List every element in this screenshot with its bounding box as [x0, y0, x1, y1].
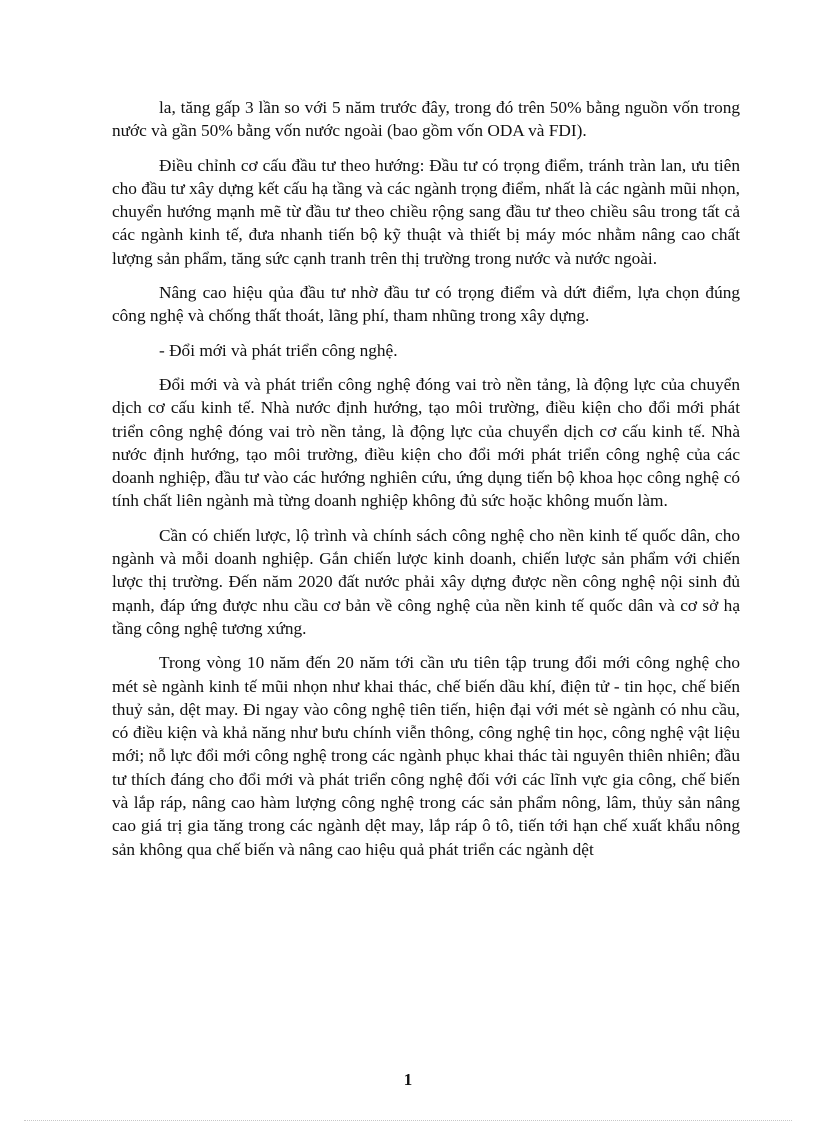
paragraph-2: Điều chỉnh cơ cấu đầu tư theo hướng: Đầu tư có trọng điểm, tránh tràn lan, ưu tiên cho đầu tư xây dựng kết cấu hạ tầng và các ngành trọng điểm, nhất là các ngành mũi nhọn, chuyển hướng mạnh mẽ từ đầu tư theo chiều rộng sang đầu tư theo chiều sâu trong tất cả các ngành kinh tế, đưa nhanh tiến bộ kỹ thuật và thiết bị máy móc nhằm nâng cao chất lượng sản phẩm, tăng sức cạnh tranh trên thị trường trong nước và nước ngoài.	[112, 155, 740, 268]
paragraph-5: Đổi mới và và phát triển công nghệ đóng vai trò nền tảng, là động lực của chuyển dịch cơ cấu kinh tế. Nhà nước định hướng, tạo môi trường, điều kiện cho đổi mới phát triển công nghệ đóng vai trò nền tảng, là động lực của chuyển dịch cơ cấu kinh tế. Nhà nước định hướng, tạo môi trường, điều kiện cho đổi mới phát triển công nghệ của các doanh nghiệp, đầu tư vào các hướng nghiên cứu, ứng dụng tiến bộ khoa học công nghệ có tính chất liên ngành mà từng doanh nghiệp không đủ sức hoặc không muốn làm.	[112, 374, 740, 511]
document-body	[112, 96, 740, 872]
paragraph-7: Trong vòng 10 năm đến 20 năm tới cần ưu tiên tập trung đổi mới công nghệ cho mét sè ngành kinh tế mũi nhọn như khai thác, chế biến dầu khí, điện tử - tin học, chế biến thuỷ sản, dệt may. Đi ngay vào công nghệ tiên tiến, hiện đại với mét sè ngành có nhu cầu, có điều kiện và khả năng như bưu chính viễn thông, công nghệ tin học, công nghệ vật liệu mới; nỗ lực đổi mới công nghệ trong các ngành phục khai thác tài nguyên thiên nhiên; đầu tư thích đáng cho đổi mới và phát triển công nghệ đối với các lĩnh vực gia công, chế biến và lắp ráp, nâng cao hàm lượng công nghệ trong các sản phẩm nông, lâm, thủy sản nâng cao giá trị gia tăng trong các ngành dệt may, lắp ráp ô tô, tiến tới hạn chế xuất khẩu nông sản không qua chế biến và nâng cao hiệu quả phát triển các ngành dệt	[112, 653, 740, 859]
paragraph-1: la, tăng gấp 3 lần so với 5 năm trước đây, trong đó trên 50% bằng nguồn vốn trong nước và gần 50% bằng vốn nước ngoài (bao gồm vốn ODA và FDI).	[112, 98, 740, 141]
page-bottom-divider	[24, 1120, 792, 1121]
paragraph-4: - Đổi mới và phát triển công nghệ.	[159, 340, 398, 360]
page-number: 1	[403, 1070, 413, 1089]
paragraph-3: Nâng cao hiệu qủa đầu tư nhờ đầu tư có trọng điểm và dứt điểm, lựa chọn đúng công nghệ và chống thất thoát, lãng phí, tham nhũng trong xây dựng.	[112, 283, 740, 326]
paragraph-6: Cần có chiến lược, lộ trình và chính sách công nghệ cho nền kinh tế quốc dân, cho ngành và mỗi doanh nghiệp. Gắn chiến lược kinh doanh, chiến lược sản phẩm với chiến lược thị trường. Đến năm 2020 đất nước phải xây dựng được nền công nghệ nội sinh đủ mạnh, đáp ứng được nhu cầu cơ bản về công nghệ của nền kinh tế quốc dân và cơ sở hạ tầng công nghệ tương xứng.	[112, 525, 740, 638]
